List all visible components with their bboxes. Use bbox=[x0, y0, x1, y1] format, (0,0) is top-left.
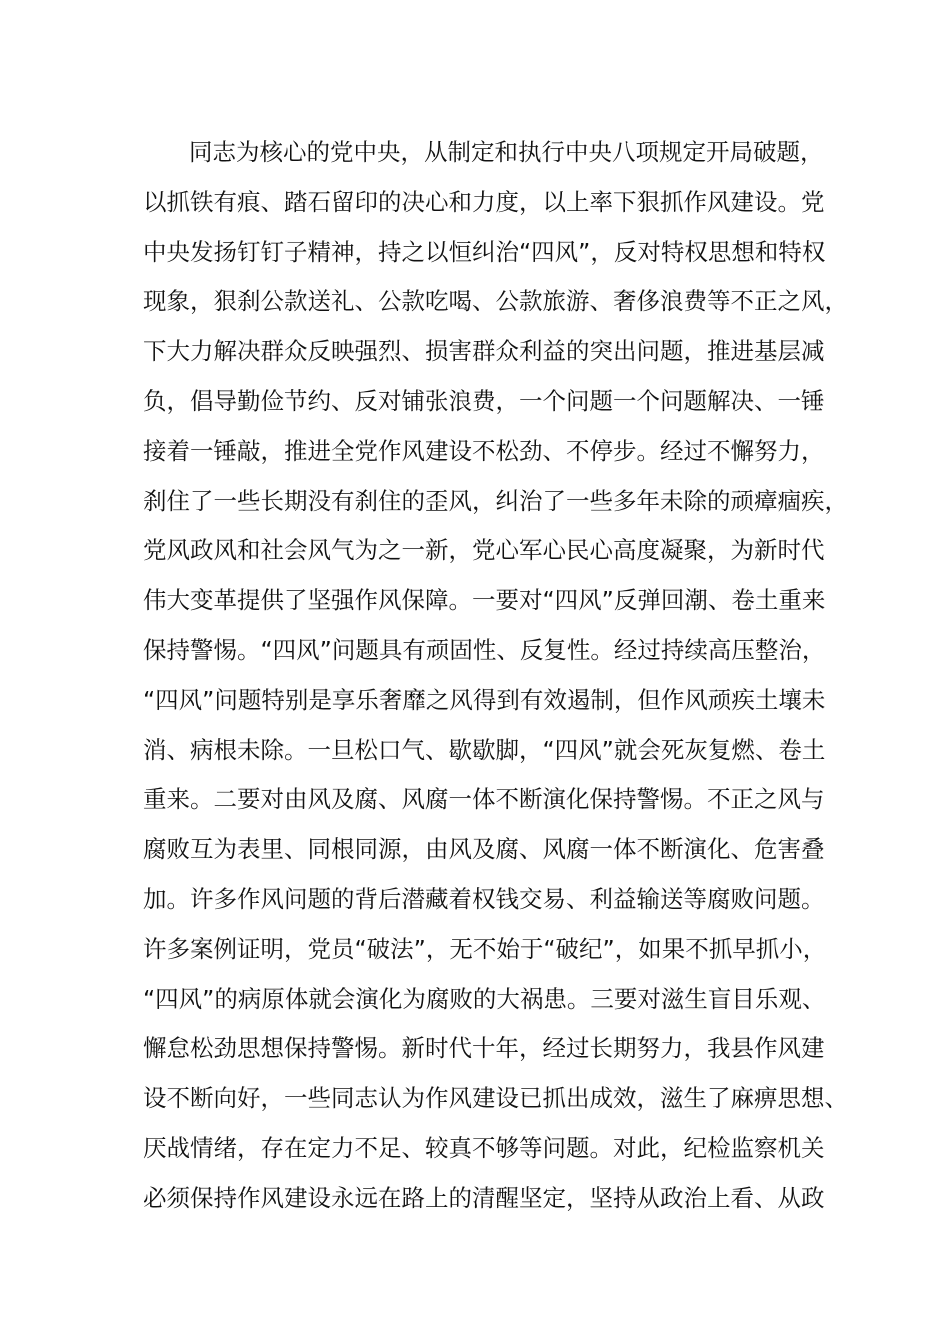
text-line: 必须保持作风建设永远在路上的清醒坚定，坚持从政治上看、从政 bbox=[143, 1183, 825, 1212]
text-line: 负，倡导勤俭节约、反对铺张浪费，一个问题一个问题解决、一锤 bbox=[143, 386, 825, 415]
text-line: 现象，狠刹公款送礼、公款吃喝、公款旅游、奢侈浪费等不正之风， bbox=[143, 287, 848, 316]
text-line: 党风政风和社会风气为之一新，党心军心民心高度凝聚，为新时代 bbox=[143, 536, 825, 565]
text-line: 腐败互为表里、同根同源，由风及腐、风腐一体不断演化、危害叠 bbox=[143, 835, 825, 864]
text-line: 刹住了一些长期没有刹住的歪风，纠治了一些多年未除的顽瘴痼疾， bbox=[143, 486, 848, 515]
text-line: 伟大变革提供了坚强作风保障。一要对“四风”反弹回潮、卷土重来 bbox=[143, 586, 826, 615]
text-line: 懈怠松劲思想保持警惕。新时代十年，经过长期努力，我县作风建 bbox=[143, 1034, 825, 1063]
text-line: 中央发扬钉钉子精神，持之以恒纠治“四风”，反对特权思想和特权 bbox=[143, 237, 826, 266]
body-paragraph bbox=[143, 128, 848, 1224]
text-line: “四风”问题特别是享乐奢靡之风得到有效遏制，但作风顽疾土壤未 bbox=[143, 685, 826, 714]
text-line: 消、病根未除。一旦松口气、歇歇脚，“四风”就会死灰复燃、卷土 bbox=[143, 735, 826, 764]
text-line: “四风”的病原体就会演化为腐败的大祸患。三要对滋生盲目乐观、 bbox=[143, 984, 826, 1013]
text-line: 接着一锤敲，推进全党作风建设不松劲、不停步。经过不懈努力， bbox=[143, 436, 825, 465]
text-line: 重来。二要对由风及腐、风腐一体不断演化保持警惕。不正之风与 bbox=[143, 785, 825, 814]
text-line: 以抓铁有痕、踏石留印的决心和力度，以上率下狠抓作风建设。党 bbox=[143, 187, 825, 216]
text-line: 同志为核心的党中央，从制定和执行中央八项规定开局破题， bbox=[189, 138, 824, 166]
text-line: 加。许多作风问题的背后潜藏着权钱交易、利益输送等腐败问题。 bbox=[143, 884, 825, 913]
text-line: 许多案例证明，党员“破法”，无不始于“破纪”，如果不抓早抓小， bbox=[143, 934, 827, 963]
text-line: 厌战情绪，存在定力不足、较真不够等问题。对此，纪检监察机关 bbox=[143, 1133, 825, 1162]
text-line: 下大力解决群众反映强烈、损害群众利益的突出问题，推进基层减 bbox=[143, 337, 825, 366]
text-line: 设不断向好，一些同志认为作风建设已抓出成效，滋生了麻痹思想、 bbox=[143, 1084, 848, 1113]
text-line: 保持警惕。“四风”问题具有顽固性、反复性。经过持续高压整治， bbox=[143, 635, 826, 664]
